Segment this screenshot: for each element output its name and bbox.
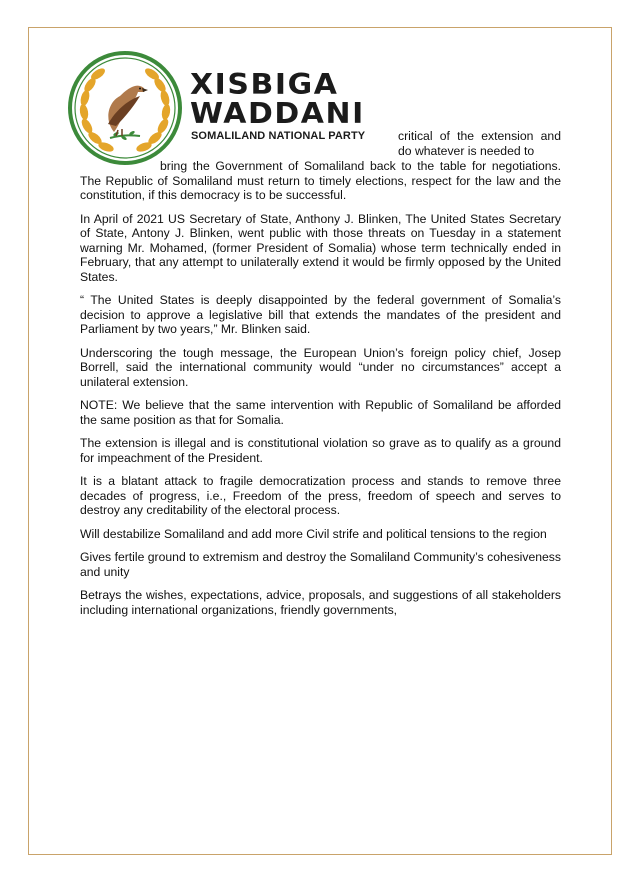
paragraph-10: Betrays the wishes, expectations, advice, proposals, and suggestions of all stakeholders including international organizations, friendly governments, — [80, 588, 561, 617]
paragraph-5: NOTE: We believe that the same intervention with Republic of Somaliland be afforded the same position as that for Somalia. — [80, 398, 561, 427]
paragraph-3: “ The United States is deeply disappointed by the federal government of Somalia’s decision to approve a legislative bill that extends the mandates of the president and Parliament by two years,” Mr. Blinken said. — [80, 293, 561, 336]
paragraph-1: bring the Government of Somaliland back to the table for negotiations. The Republic of Somaliland must return to timely elections, respect for the law and the constitution, if this democracy is to be successful. — [80, 159, 561, 202]
party-emblem-icon — [64, 50, 186, 166]
party-name-line2: WADDANI — [190, 97, 365, 130]
paragraph-4: Underscoring the tough message, the European Union’s foreign policy chief, Josep Borrell, said the international community would “under no circumstances” accept a unilateral extension. — [80, 345, 561, 389]
document-body — [80, 159, 561, 626]
paragraph-2: In April of 2021 US Secretary of State, Anthony J. Blinken, The United States Secretary of State, Antony J. Blinken, went public with those threats on Tuesday in a statement warning Mr. Mohamed, (former President of Somalia) whose term technically ended in February, that any attempt to unilaterally extend it would be firmly opposed by the United States. — [80, 211, 561, 284]
party-name — [190, 70, 365, 128]
paragraph-7: It is a blatant attack to fragile democratization process and stands to remove three decades of progress, i.e., Freedom of the press, freedom of speech and serves to destroy any creditability of the electoral process. — [80, 474, 561, 517]
paragraph-8: Will destabilize Somaliland and add more Civil strife and political tensions to the region — [80, 526, 547, 541]
paragraph-6: The extension is illegal and is constitutional violation so grave as to qualify as a ground for impeachment of the President. — [80, 436, 561, 465]
party-name-line1: XISBIGA — [190, 68, 339, 101]
party-logo — [64, 50, 186, 166]
paragraph-9: Gives fertile ground to extremism and destroy the Somaliland Community’s cohesiveness and unity — [80, 550, 561, 579]
intro-text-right: critical of the extension and do whatever is needed to — [398, 129, 561, 158]
party-subtitle: SOMALILAND NATIONAL PARTY — [191, 130, 366, 142]
